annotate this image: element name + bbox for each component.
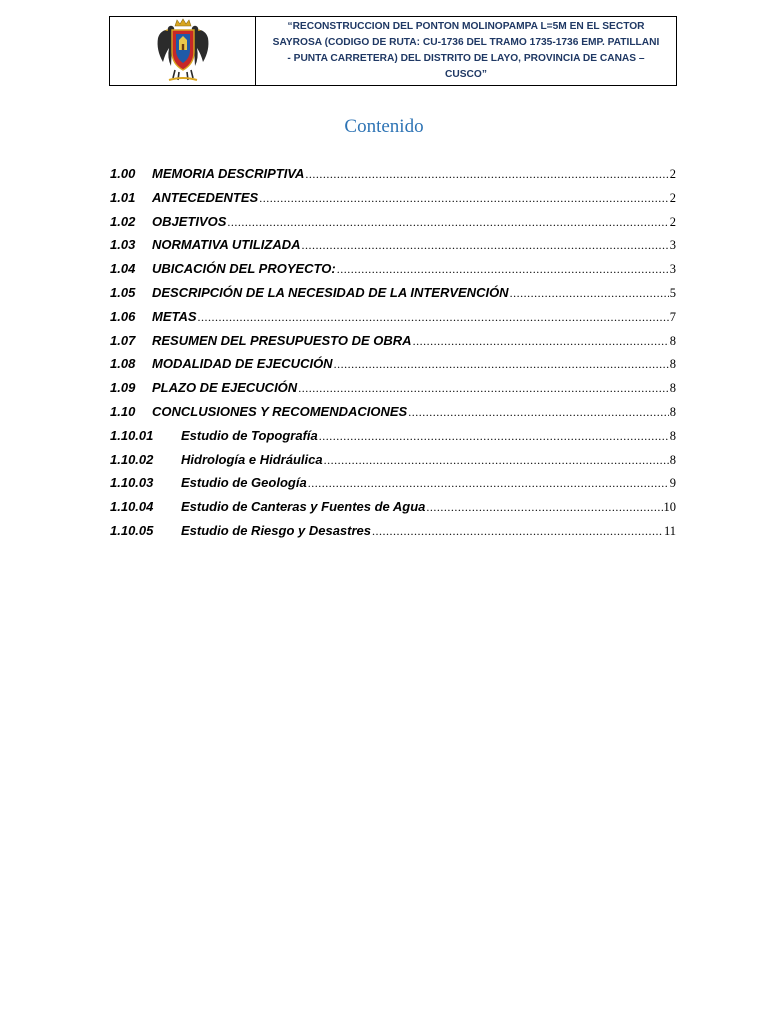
toc-dot-leader [198,310,669,325]
toc-entry-label: Estudio de Canteras y Fuentes de Agua [181,499,426,515]
toc-entry-page: 8 [669,452,676,467]
toc-entry-label: PLAZO DE EJECUCIÓN [152,380,298,396]
toc-entry-label: Hidrología e Hidráulica [181,451,323,467]
toc-dot-leader [319,429,669,444]
toc-entry-number: 1.04 [110,261,136,277]
project-title: “RECONSTRUCCION DEL PONTON MOLINOPAMPA L=5M EN EL SECTOR SAYROSA (CODIGO DE RUTA: CU-1736 DEL TRAMO 1735-1736 EMP. PATILLANI - PUNTA CARRETERA) DEL DISTRITO DE LAYO, PROVINCIA DE CANAS – CUSCO” [272,21,660,80]
toc-dot-leader [510,286,669,301]
toc-entry-number: 1.06 [110,308,136,324]
toc-dot-leader [372,524,663,539]
toc-entry-page: 2 [669,167,676,181]
toc-entry[interactable] [110,190,676,214]
toc-entry-page: 3 [669,238,676,253]
toc-entry-page: 11 [663,523,676,538]
toc-dot-leader [308,476,669,491]
toc-entry[interactable] [110,237,676,261]
toc-entry-label: UBICACIÓN DEL PROYECTO: [152,261,336,277]
toc-heading: Contenido [344,116,424,137]
toc-dot-leader [334,357,669,372]
toc-entry[interactable] [110,475,676,499]
toc-entry[interactable] [110,214,676,238]
toc-entry-label: NORMATIVA UTILIZADA [152,237,301,253]
toc-dot-leader [298,381,669,396]
toc-entry-number: 1.10.03 [110,475,154,491]
toc-entry-number: 1.05 [110,284,136,300]
toc-entry-page: 10 [663,500,676,515]
toc-entry[interactable] [110,285,676,309]
toc-entry-number: 1.08 [110,356,136,372]
toc-entry-number: 1.10.02 [110,451,154,467]
toc-entry-label: Estudio de Topografía [181,427,318,443]
toc-entry[interactable] [110,380,676,404]
toc-entry[interactable] [110,333,676,357]
toc-entry-number: 1.10.01 [110,427,154,443]
toc-entry-label: OBJETIVOS [152,213,227,229]
toc-entry-page: 8 [669,428,676,443]
toc-dot-leader [337,262,669,277]
toc-entry-page: 9 [669,476,676,491]
toc-entry[interactable] [110,261,676,285]
toc-entry[interactable] [110,523,676,547]
toc-entry-page: 8 [669,333,676,348]
toc-entry-label: METAS [152,308,197,324]
coat-of-arms-icon [155,18,211,84]
toc-entry-number: 1.02 [110,213,136,229]
toc-entry-page: 8 [669,381,676,396]
toc-entry-page: 8 [669,357,676,372]
toc-entry-number: 1.09 [110,380,136,396]
toc-entry-number: 1.10.04 [110,499,154,515]
toc-entry-label: Estudio de Geología [181,475,307,491]
toc-entry-page: 7 [669,309,676,324]
toc-entry-number: 1.10 [110,403,136,419]
toc-entry-number: 1.00 [110,166,136,181]
toc-entry-number: 1.10.05 [110,522,154,538]
document-header [109,16,677,86]
toc-dot-leader [305,167,668,182]
toc-entry-label: RESUMEN DEL PRESUPUESTO DE OBRA [152,332,412,348]
toc-entry-page: 2 [669,190,676,205]
table-of-contents [110,166,676,547]
toc-entry-label: MEMORIA DESCRIPTIVA [152,166,305,181]
toc-entry-number: 1.03 [110,237,136,253]
toc-entry[interactable] [110,404,676,428]
toc-entry-label: DESCRIPCIÓN DE LA NECESIDAD DE LA INTERVENCIÓN [152,284,509,300]
toc-entry-label: CONCLUSIONES Y RECOMENDACIONES [152,403,408,419]
toc-dot-leader [413,334,669,349]
toc-entry-number: 1.07 [110,332,136,348]
logo-cell [110,17,256,85]
toc-entry-label: MODALIDAD DE EJECUCIÓN [152,356,333,372]
toc-entry[interactable] [110,428,676,452]
toc-dot-leader [324,453,669,468]
toc-dot-leader [259,191,669,206]
toc-entry[interactable] [110,356,676,380]
toc-entry-page: 2 [669,214,676,229]
toc-entry-page: 5 [669,285,676,300]
toc-entry-number: 1.01 [110,189,136,205]
toc-entry-label: Estudio de Riesgo y Desastres [181,522,372,538]
toc-entry[interactable] [110,452,676,476]
toc-entry-label: ANTECEDENTES [152,189,259,205]
toc-entry-page: 8 [669,404,676,419]
toc-dot-leader [408,405,669,420]
toc-entry[interactable] [110,166,676,190]
toc-dot-leader [227,215,668,230]
toc-dot-leader [302,238,669,253]
toc-entry[interactable] [110,309,676,333]
toc-entry[interactable] [110,499,676,523]
toc-dot-leader [426,500,662,515]
toc-entry-page: 3 [669,262,676,277]
